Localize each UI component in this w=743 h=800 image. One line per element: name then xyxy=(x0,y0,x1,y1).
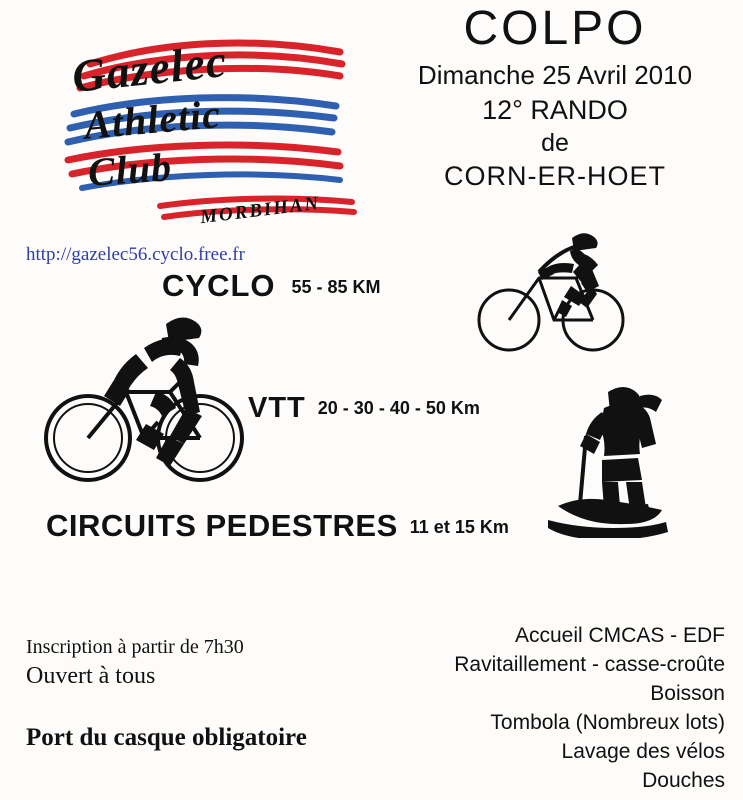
service-item: Tombola (Nombreux lots) xyxy=(490,710,725,734)
service-item: Douches xyxy=(642,768,725,792)
event-edition: 12° RANDO xyxy=(482,95,628,126)
event-header xyxy=(380,4,730,192)
discipline-vtt xyxy=(248,392,480,425)
road-cyclist-illustration xyxy=(476,212,626,362)
event-de: de xyxy=(541,129,569,158)
discipline-cyclo-name: CYCLO xyxy=(162,268,276,303)
mountain-biker-illustration xyxy=(40,296,250,501)
discipline-vtt-distance: 20 - 30 - 40 - 50 Km xyxy=(317,398,480,418)
club-logo xyxy=(40,18,370,233)
logo-line-gazelec: Gazelec xyxy=(69,35,230,102)
event-place: CORN-ER-HOET xyxy=(444,161,666,192)
logo-line-athletic: Athletic xyxy=(82,91,223,148)
service-item: Lavage des vélos xyxy=(561,739,725,763)
service-item: Ravitaillement - casse-croûte xyxy=(454,652,725,676)
logo-line-morbihan: MORBIHAN xyxy=(199,192,322,229)
logo-line-club: Club xyxy=(86,144,174,195)
services-list xyxy=(454,622,725,796)
hiker-illustration xyxy=(546,378,686,543)
open-to-all: Ouvert à tous xyxy=(26,663,156,689)
event-date: Dimanche 25 Avril 2010 xyxy=(417,60,693,91)
event-town: COLPO xyxy=(463,2,647,55)
discipline-cyclo-distance: 55 - 85 KM xyxy=(291,277,381,297)
registration-info xyxy=(26,636,307,752)
discipline-pedestres-name: CIRCUITS PEDESTRES xyxy=(46,508,398,543)
discipline-vtt-name: VTT xyxy=(248,392,306,424)
discipline-pedestres xyxy=(46,508,509,544)
service-item: Boisson xyxy=(650,681,725,705)
discipline-pedestres-distance: 11 et 15 Km xyxy=(409,517,509,537)
service-item: Accueil CMCAS - EDF xyxy=(514,624,725,647)
website-url[interactable]: http://gazelec56.cyclo.free.fr xyxy=(26,244,245,265)
helmet-required: Port du casque obligatoire xyxy=(26,724,307,751)
registration-time: Inscription à partir de 7h30 xyxy=(26,636,244,658)
